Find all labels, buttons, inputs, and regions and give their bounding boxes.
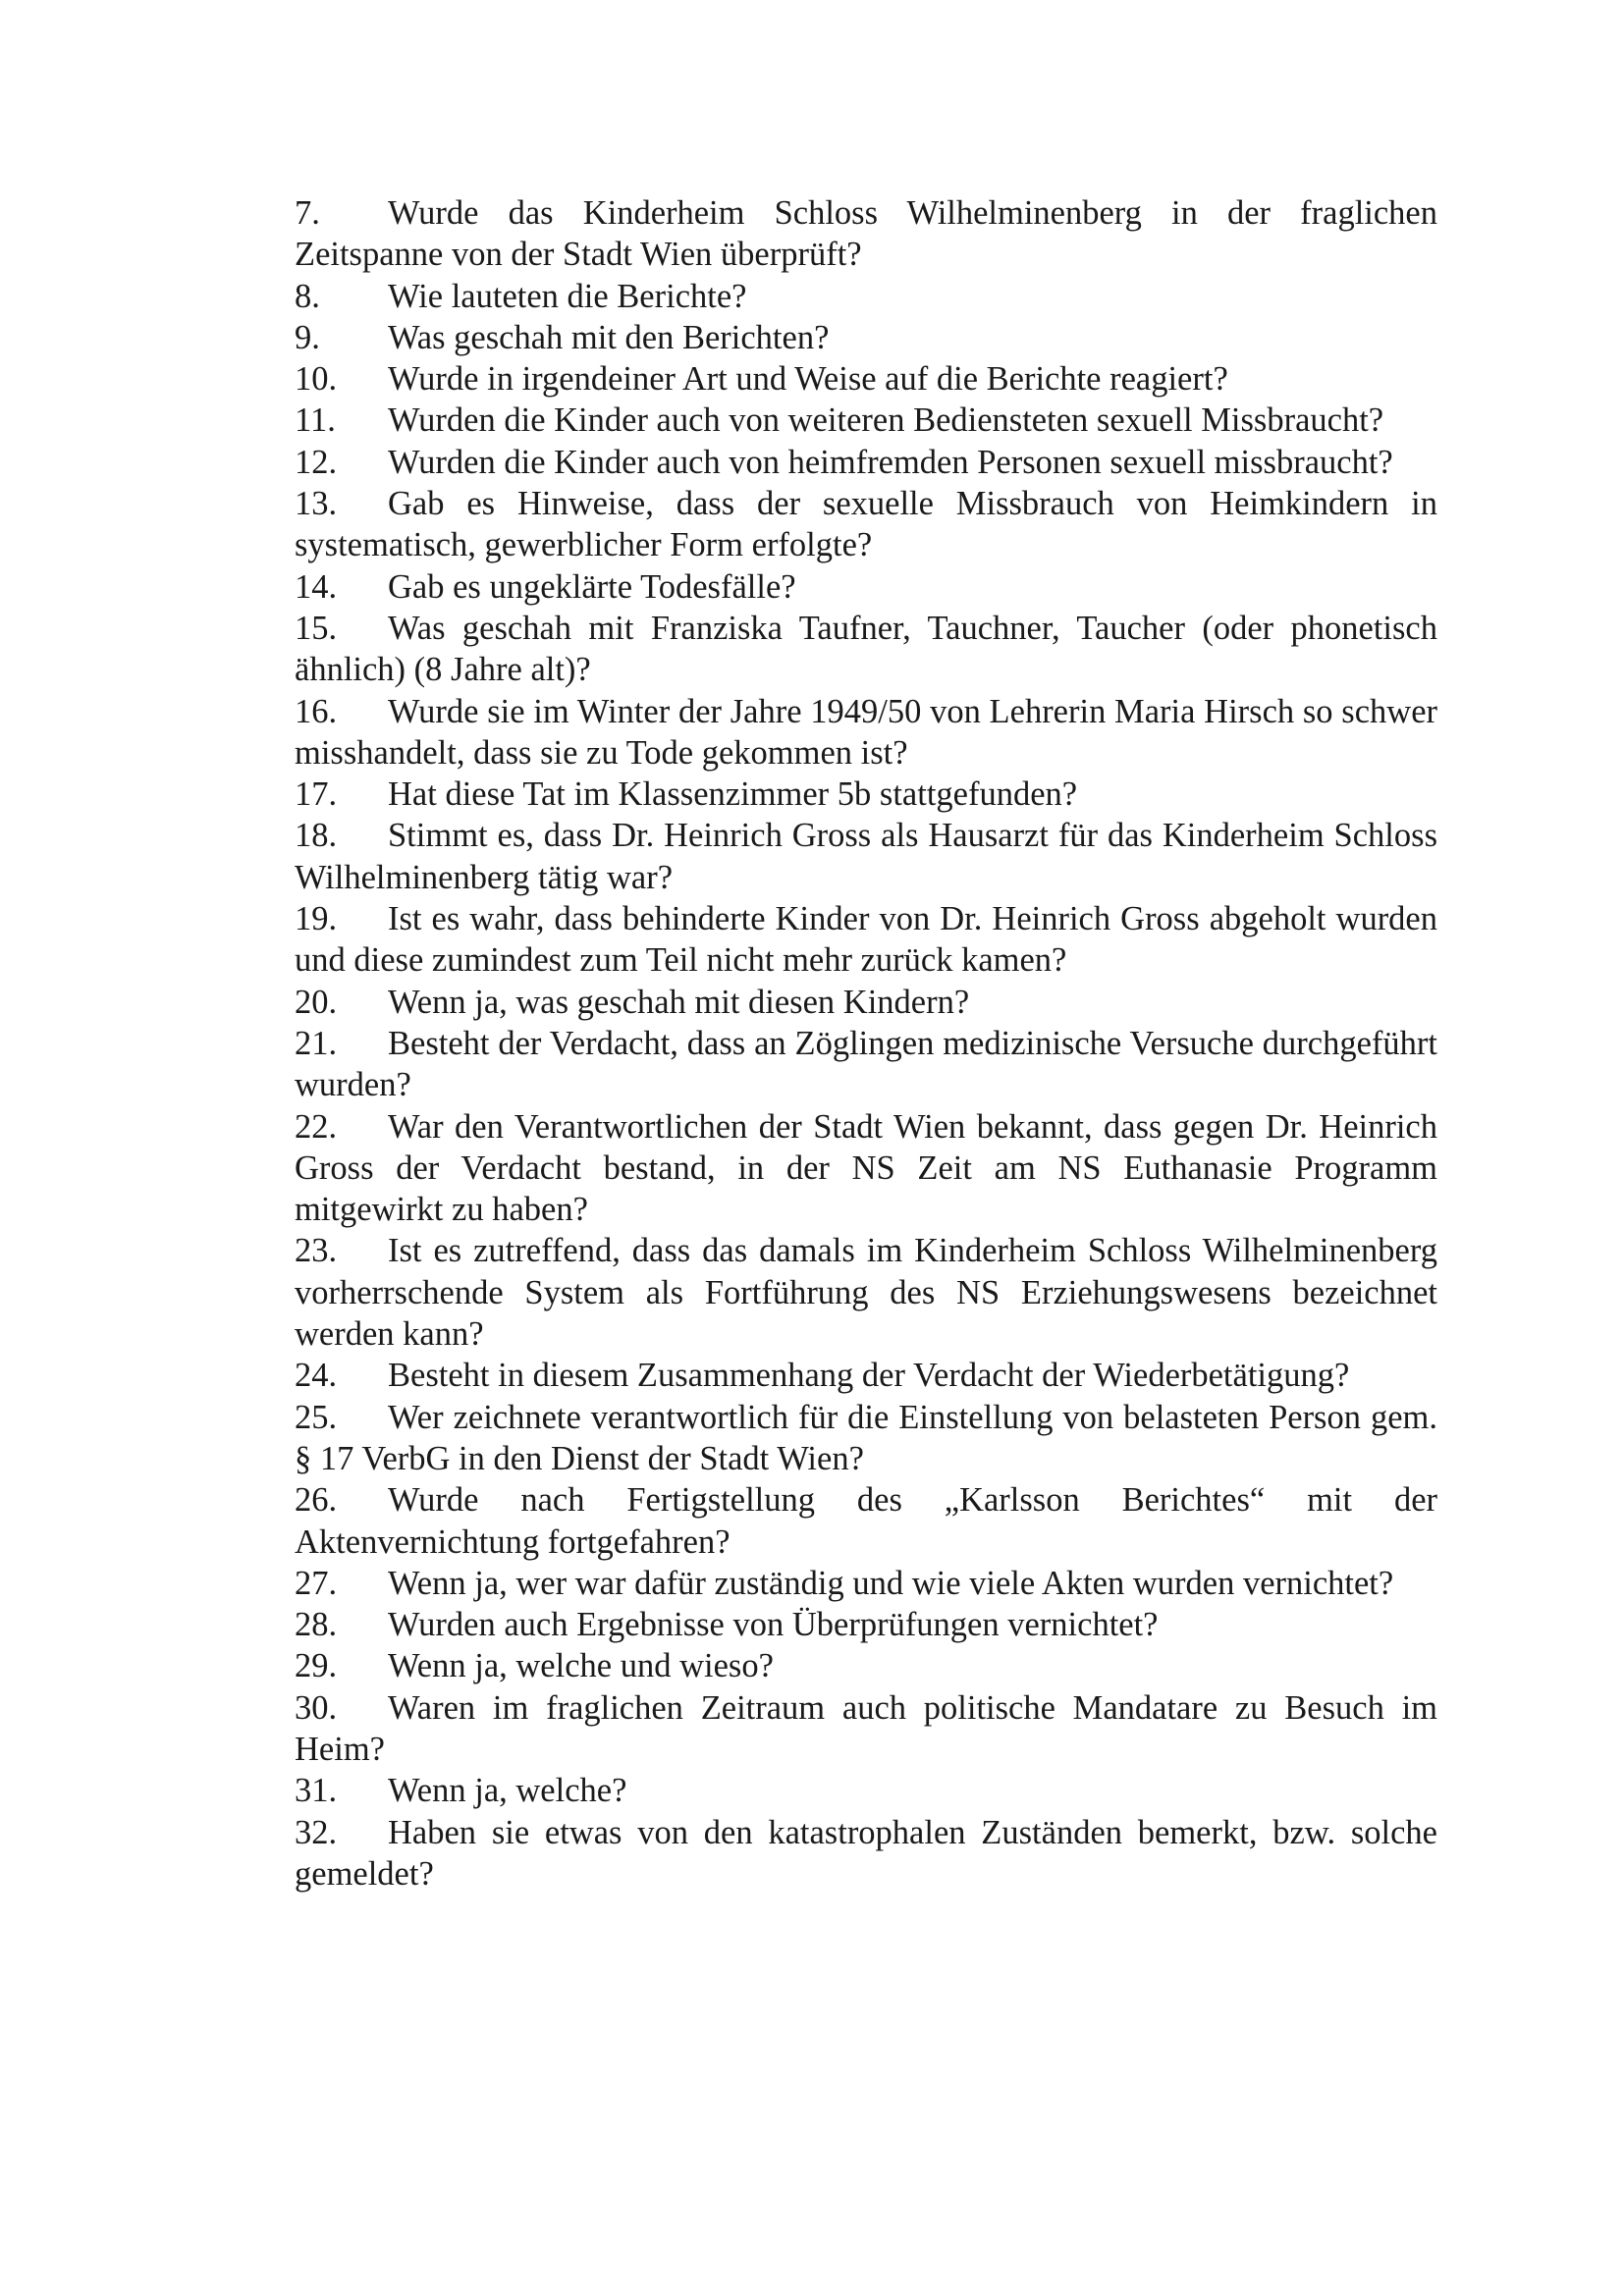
question-number: 20. <box>295 983 338 1021</box>
question-text: Besteht in diesem Zusammenhang der Verdacht der Wiederbetätigung? <box>388 1357 1350 1395</box>
question-item <box>295 1023 1437 1106</box>
question-text: Wer zeichnete verantwortlich für die Einstellung von belasteten Person gem. § 17 VerbG in den Dienst der Stadt Wien? <box>295 1398 1437 1477</box>
question-item <box>295 483 1437 566</box>
question-text: Waren im fraglichen Zeitraum auch politische Mandatare zu Besuch im Heim? <box>295 1688 1437 1768</box>
question-number: 23. <box>295 1232 338 1270</box>
question-number: 29. <box>295 1647 338 1685</box>
question-text: Hat diese Tat im Klassenzimmer 5b stattgefunden? <box>388 775 1078 814</box>
question-item <box>295 1604 1437 1645</box>
question-number: 28. <box>295 1606 338 1644</box>
question-number: 24. <box>295 1357 338 1395</box>
question-number: 32. <box>295 1813 338 1851</box>
question-item <box>295 358 1437 400</box>
question-item <box>295 566 1437 608</box>
question-text: Wenn ja, welche? <box>388 1772 627 1810</box>
question-number: 19. <box>295 900 338 938</box>
question-number: 25. <box>295 1398 338 1436</box>
question-text: Ist es zutreffend, dass das damals im Kinderheim Schloss Wilhelminenberg vorherrschende System als Fortführung des NS Erziehungswesens bezeichnet werden kann? <box>295 1232 1437 1354</box>
question-item <box>295 1397 1437 1480</box>
question-item <box>295 774 1437 815</box>
question-item <box>295 1230 1437 1355</box>
question-text: Wurde das Kinderheim Schloss Wilhelminenberg in der fraglichen Zeitspanne von der Stadt Wien überprüft? <box>295 194 1437 274</box>
question-number: 14. <box>295 567 338 606</box>
question-text: Wurden auch Ergebnisse von Überprüfungen vernichtet? <box>388 1606 1159 1644</box>
question-item <box>295 1106 1437 1231</box>
question-number: 10. <box>295 360 338 399</box>
question-number: 12. <box>295 443 338 481</box>
question-list <box>295 192 1437 1895</box>
question-item <box>295 1355 1437 1396</box>
question-item <box>295 1479 1437 1563</box>
question-item <box>295 317 1437 358</box>
question-number: 31. <box>295 1772 338 1810</box>
question-text: Wenn ja, wer war dafür zuständig und wie viele Akten wurden vernichtet? <box>388 1564 1394 1602</box>
question-number: 18. <box>295 817 338 855</box>
question-text: Wie lauteten die Berichte? <box>388 277 747 315</box>
question-text: Wurde nach Fertigstellung des „Karlsson Berichtes“ mit der Aktenvernichtung fortgefahren? <box>295 1481 1437 1561</box>
question-text: Wurden die Kinder auch von heimfremden Personen sexuell missbraucht? <box>388 443 1393 481</box>
question-item <box>295 608 1437 691</box>
question-number: 16. <box>295 692 338 730</box>
question-item <box>295 442 1437 483</box>
question-item <box>295 276 1437 317</box>
question-number: 7. <box>295 194 320 232</box>
question-number: 26. <box>295 1481 338 1520</box>
question-item <box>295 1812 1437 1896</box>
question-number: 22. <box>295 1107 338 1146</box>
question-text: Was geschah mit Franziska Taufner, Tauchner, Taucher (oder phonetisch ähnlich) (8 Jahre alt)? <box>295 609 1437 689</box>
question-text: Wurde sie im Winter der Jahre 1949/50 von Lehrerin Maria Hirsch so schwer misshandelt, dass sie zu Tode gekommen ist? <box>295 692 1437 772</box>
question-item <box>295 815 1437 898</box>
question-text: Haben sie etwas von den katastrophalen Zuständen bemerkt, bzw. solche gemeldet? <box>295 1813 1437 1893</box>
question-item <box>295 982 1437 1023</box>
question-number: 27. <box>295 1564 338 1602</box>
question-number: 17. <box>295 775 338 814</box>
question-text: Was geschah mit den Berichten? <box>388 318 830 356</box>
question-text: Besteht der Verdacht, dass an Zöglingen medizinische Versuche durchgeführt wurden? <box>295 1024 1437 1104</box>
question-number: 11. <box>295 401 336 440</box>
question-item <box>295 1563 1437 1604</box>
question-text: Wenn ja, welche und wieso? <box>388 1647 774 1685</box>
question-item <box>295 1770 1437 1811</box>
question-number: 13. <box>295 485 338 523</box>
question-number: 30. <box>295 1688 338 1727</box>
question-text: War den Verantwortlichen der Stadt Wien bekannt, dass gegen Dr. Heinrich Gross der Verdacht bestand, in der NS Zeit am NS Euthanasie Programm mitgewirkt zu haben? <box>295 1107 1437 1229</box>
question-text: Stimmt es, dass Dr. Heinrich Gross als Hausarzt für das Kinderheim Schloss Wilhelminenberg tätig war? <box>295 817 1437 896</box>
question-text: Wenn ja, was geschah mit diesen Kindern? <box>388 983 970 1021</box>
question-item <box>295 1687 1437 1771</box>
question-text: Wurden die Kinder auch von weiteren Bediensteten sexuell Missbraucht? <box>388 401 1384 440</box>
question-text: Ist es wahr, dass behinderte Kinder von Dr. Heinrich Gross abgeholt wurden und diese zumindest zum Teil nicht mehr zurück kamen? <box>295 900 1437 980</box>
question-number: 21. <box>295 1024 338 1062</box>
question-item <box>295 691 1437 774</box>
question-text: Gab es ungeklärte Todesfälle? <box>388 567 796 606</box>
question-item <box>295 400 1437 441</box>
question-number: 9. <box>295 318 320 356</box>
question-item <box>295 898 1437 982</box>
question-item <box>295 192 1437 276</box>
question-item <box>295 1645 1437 1686</box>
question-text: Gab es Hinweise, dass der sexuelle Missbrauch von Heimkindern in systematisch, gewerblicher Form erfolgte? <box>295 485 1437 564</box>
question-number: 8. <box>295 277 320 315</box>
question-number: 15. <box>295 609 338 647</box>
question-text: Wurde in irgendeiner Art und Weise auf die Berichte reagiert? <box>388 360 1228 399</box>
